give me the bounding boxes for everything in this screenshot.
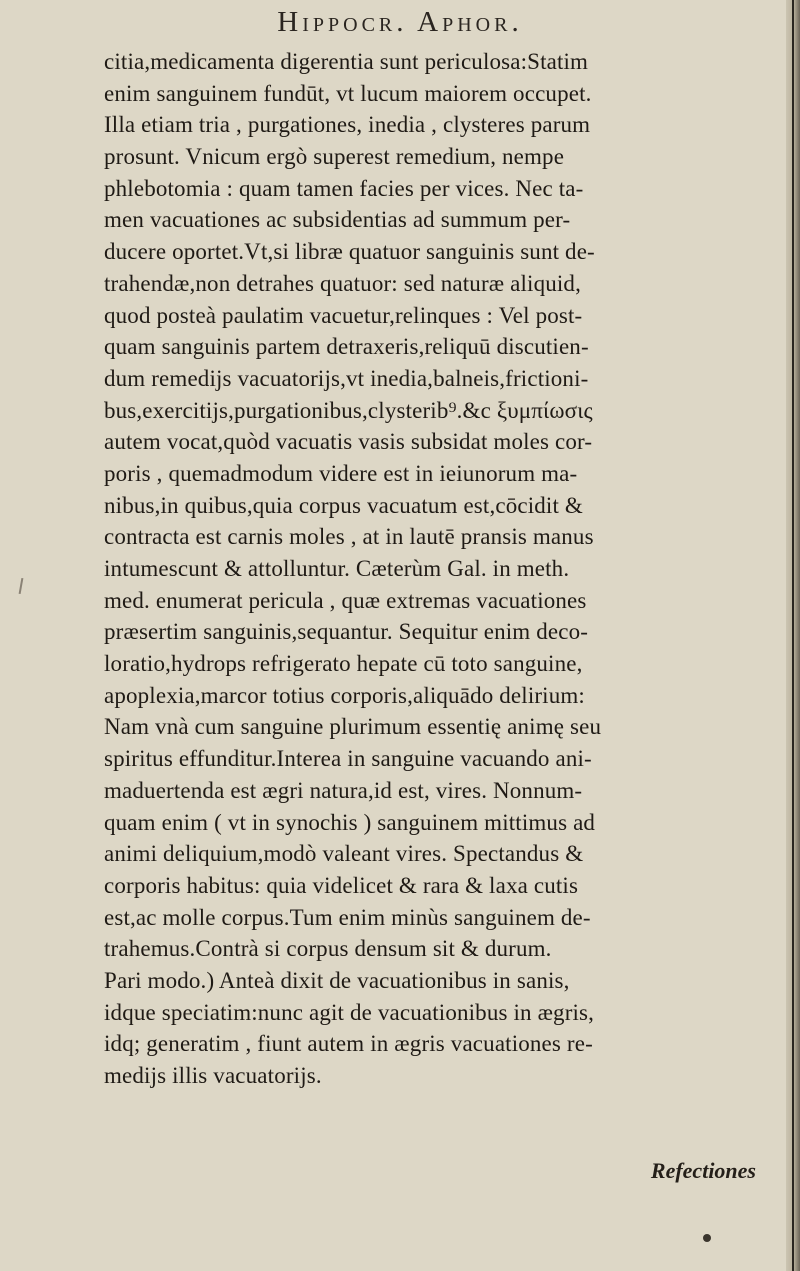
text-line: idq; generatim , fiunt autem in ægris vacuationes re- <box>104 1031 593 1057</box>
text-line: Pari modo.) Anteà dixit de vacuationibus in sanis, <box>104 967 570 993</box>
body-text <box>104 46 764 1092</box>
text-line: dum remedijs vacuatorijs,vt inedia,balneis,frictioni- <box>104 365 589 391</box>
text-line: est,ac molle corpus.Tum enim minùs sanguinem de- <box>104 904 591 930</box>
text-line: enim sanguinem fundūt, vt lucum maiorem occupet. <box>104 80 592 106</box>
text-line: animi deliquium,modò valeant vires. Spectandus & <box>104 841 584 867</box>
page-edge-line <box>792 0 794 1271</box>
text-line: autem vocat,quòd vacuatis vasis subsidat moles cor- <box>104 429 593 455</box>
text-line: phlebotomia : quam tamen facies per vices. Nec ta- <box>104 175 584 201</box>
text-line: men vacuationes ac subsidentias ad summum per- <box>104 207 571 233</box>
text-line: bus,exercitijs,purgationibus,clysterib⁹.&c ξυμπίωσις <box>104 397 593 423</box>
text-line: nibus,in quibus,quia corpus vacuatum est,cōcidit & <box>104 492 583 518</box>
text-line: medijs illis vacuatorijs. <box>104 1063 322 1088</box>
text-line: citia,medicamenta digerentia sunt periculosa:Statim <box>104 49 589 74</box>
text-line: maduertenda est ægri natura,id est, vires. Nonnum- <box>104 777 583 803</box>
text-line: præsertim sanguinis,sequantur. Sequitur enim deco- <box>104 619 589 645</box>
text-line: med. enumerat pericula , quæ extremas vacuationes <box>104 587 587 613</box>
text-line: quam enim ( vt in synochis ) sanguinem mittimus ad <box>104 809 596 835</box>
text-line: quod posteà paulatim vacuetur,relinques : Vel post- <box>104 302 583 328</box>
text-line: ducere oportet.Vt,si libræ quatuor sanguinis sunt de- <box>104 239 595 265</box>
text-line: corporis habitus: quia videlicet & rara & laxa cutis <box>104 872 579 898</box>
text-line: spiritus effunditur.Interea in sanguine vacuando ani- <box>104 746 592 772</box>
page-mark <box>19 578 24 594</box>
text-line: apoplexia,marcor totius corporis,aliquādo delirium: <box>104 682 585 708</box>
text-line: intumescunt & attolluntur. Cæterùm Gal. in meth. <box>104 556 570 581</box>
text-line: prosunt. Vnicum ergò superest remedium, nempe <box>104 144 565 170</box>
text-line: contracta est carnis moles , at in lautē pransis manus <box>104 524 594 550</box>
catchword: Refectiones <box>650 1158 756 1183</box>
text-line: trahendæ,non detrahes quatuor: sed naturæ aliquid, <box>104 270 581 296</box>
running-head: Hippocr. Aphor. <box>277 6 523 38</box>
text-line: quam sanguinis partem detraxeris,reliquū discutien- <box>104 334 589 360</box>
ink-dot <box>703 1234 711 1242</box>
text-line: loratio,hydrops refrigerato hepate cū toto sanguine, <box>104 651 583 677</box>
text-line: Nam vnà cum sanguine plurimum essentię animę seu <box>104 714 602 740</box>
text-line: trahemus.Contrà si corpus densum sit & durum. <box>104 936 552 962</box>
text-line: poris , quemadmodum videre est in ieiunorum ma- <box>104 460 578 486</box>
text-line: Illa etiam tria , purgationes, inedia , clysteres parum <box>104 112 591 138</box>
page-edge <box>786 0 800 1271</box>
text-line: idque speciatim:nunc agit de vacuationibus in ægris, <box>104 999 595 1025</box>
